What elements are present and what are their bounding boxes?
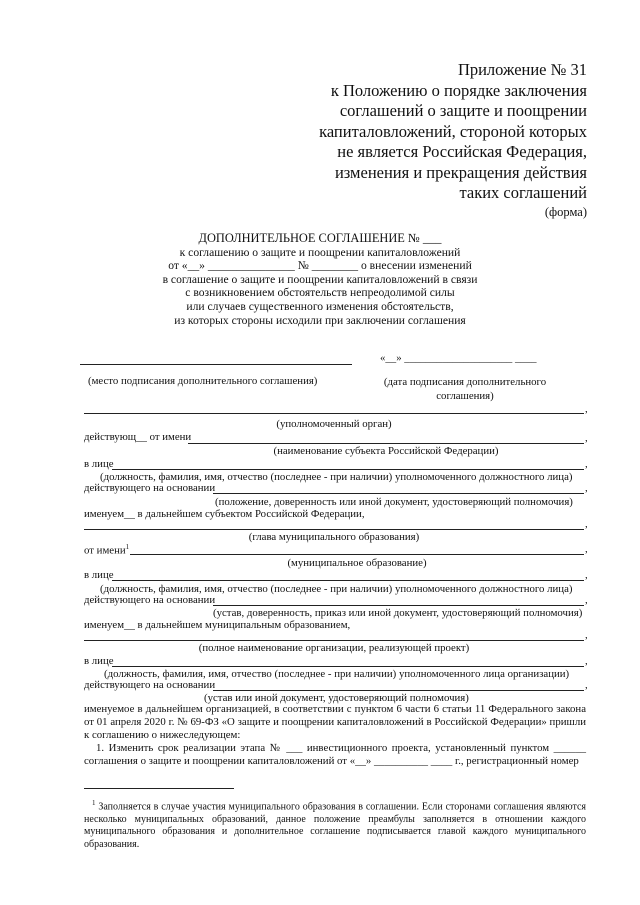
person-label: (должность, фамилия, имя, отчество (последнее - при наличии) уполномоченного лица организации) xyxy=(104,668,570,680)
named-as: именуем__ в дальнейшем субъектом Российской Федерации, xyxy=(84,508,365,520)
comma: , xyxy=(585,518,588,530)
named-as: именуем__ в дальнейшем муниципальным образованием, xyxy=(84,619,351,631)
person-label: (должность, фамилия, имя, отчество (последнее - при наличии) уполномоченного должностного лица) xyxy=(100,583,573,595)
subject-line xyxy=(188,443,584,444)
title-line: из которых стороны исходили при заключении соглашения xyxy=(174,313,466,327)
title-line: к соглашению о защите и поощрении капиталовложений xyxy=(179,245,461,259)
comma: , xyxy=(585,482,588,494)
appendix-line: соглашений о защите и поощрении xyxy=(339,101,587,120)
footnote-mark: 1 xyxy=(92,799,96,807)
appendix-line: таких соглашений xyxy=(459,183,587,202)
footnote xyxy=(84,797,586,851)
title-line: от «__» _______________ № ________ о внесении изменений xyxy=(168,259,472,273)
person-prefix: в лице xyxy=(84,569,114,581)
on-behalf-prefix xyxy=(84,543,129,557)
person-line xyxy=(112,666,584,667)
head-label: (глава муниципального образования) xyxy=(248,531,420,543)
comma: , xyxy=(585,543,588,555)
subject-label: (наименование субъекта Российской Федерации) xyxy=(273,445,499,457)
comma: , xyxy=(585,679,588,691)
authority-label: (уполномоченный орган) xyxy=(276,418,392,430)
basis-line xyxy=(213,690,584,691)
appendix-line: изменения и прекращения действия xyxy=(334,162,587,182)
title-line: с возникновением обстоятельств непреодолимой силы xyxy=(185,286,455,300)
place-line xyxy=(80,364,352,365)
appendix-line: Приложение № 31 xyxy=(457,60,587,79)
place-label: (место подписания дополнительного соглашения) xyxy=(88,375,318,387)
comma: , xyxy=(585,403,588,415)
date-label-line: соглашения) xyxy=(436,390,494,402)
org-label: (полное наименование организации, реализующей проект) xyxy=(198,642,470,654)
person-prefix: в лице xyxy=(84,458,114,470)
date-label-line: (дата подписания дополнительного xyxy=(383,376,547,388)
basis-line xyxy=(213,605,584,606)
comma: , xyxy=(585,594,588,606)
appendix-line: капиталовложений, стороной которых xyxy=(319,121,587,141)
basis-label: (положение, доверенность или иной документ, удостоверяющий полномочия) xyxy=(215,496,573,508)
authority-line xyxy=(84,413,584,414)
basis-line xyxy=(213,493,584,494)
comma: , xyxy=(585,432,588,444)
footnote-separator xyxy=(84,788,234,789)
basis-prefix: действующего на основании xyxy=(84,594,216,606)
form-label: (форма) xyxy=(544,205,587,219)
agreement-text: именуемое в дальнейшем организацией, в соответствии с пунктом 6 части 6 статьи 11 Федерального закона от 01 апреля 2020 г. № 69-ФЗ «О защите и поощрении капиталовложений в Российской Федерации» пришли к соглашению о нижеследующем: xyxy=(84,703,586,742)
person-label: (должность, фамилия, имя, отчество (последнее - при наличии) уполномоченного должностного лица) xyxy=(100,471,573,483)
appendix-header xyxy=(319,60,587,204)
comma: , xyxy=(585,655,588,667)
basis-prefix: действующего на основании xyxy=(84,482,216,494)
person-line xyxy=(112,469,584,470)
clause-1: 1. Изменить срок реализации этапа № ___ инвестиционного проекта, установленный пунктом ______ соглашения о защите и поощрении капиталовложений от «__» __________ ____ г., регистрационный номер xyxy=(84,742,586,768)
municipality-label: (муниципальное образование) xyxy=(287,557,427,569)
on-behalf-text: от имени xyxy=(84,544,126,557)
acting-prefix: действующ__ от имени xyxy=(84,431,192,443)
title-line: или случаев существенного изменения обстоятельств, xyxy=(186,299,454,313)
appendix-line: к Положению о порядке заключения xyxy=(330,80,587,100)
basis-prefix: действующего на основании xyxy=(84,679,216,691)
footnote-ref: 1 xyxy=(125,543,130,551)
title-line: ДОПОЛНИТЕЛЬНОЕ СОГЛАШЕНИЕ № ___ xyxy=(198,231,442,245)
org-line xyxy=(84,640,584,641)
municipality-line xyxy=(130,554,584,555)
basis-label: (устав, доверенность, приказ или иной документ, удостоверяющий полномочия) xyxy=(213,607,583,619)
date-blank: «__» ____________________ ____ xyxy=(380,352,537,364)
person-prefix: в лице xyxy=(84,655,114,667)
comma: , xyxy=(585,569,588,581)
head-line xyxy=(84,529,584,530)
footnote-text: Заполняется в случае участия муниципального образования в соглашении. Если сторонами соглашения являются несколько муниципальных образований, данное положение преамбулы заполняется в отношении каждого муниципального образования и дополнительное соглашение подписывается главой каждого муниципального образования. xyxy=(84,801,587,850)
document-title xyxy=(70,232,570,327)
comma: , xyxy=(585,629,588,641)
date-label xyxy=(360,375,570,403)
appendix-line: не является Российская Федерация, xyxy=(337,142,587,161)
comma: , xyxy=(585,458,588,470)
basis-label: (устав или иной документ, удостоверяющий полномочия) xyxy=(204,692,469,704)
person-line xyxy=(112,580,584,581)
title-line: в соглашение о защите и поощрении капиталовложений в связи xyxy=(162,272,478,286)
